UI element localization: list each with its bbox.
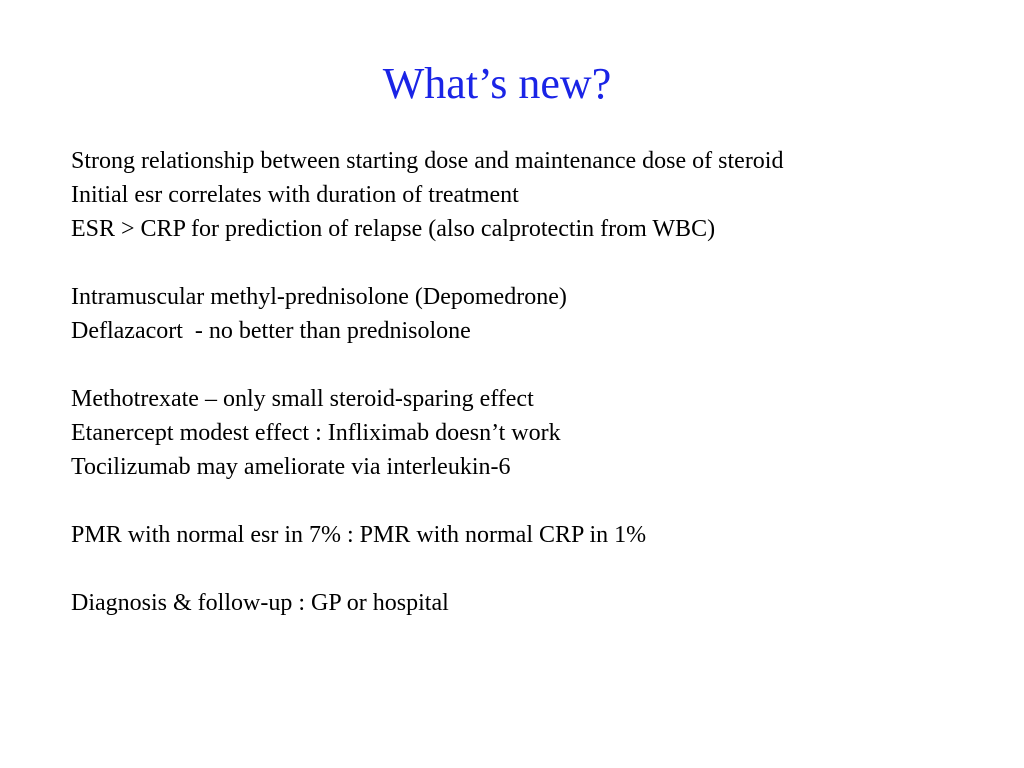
body-spacer bbox=[71, 246, 991, 280]
body-line-methotrexate: Methotrexate – only small steroid-sparing effect bbox=[71, 386, 534, 412]
body-spacer bbox=[71, 552, 991, 586]
body-line-etanercept: Etanercept modest effect : Infliximab doesn’t work bbox=[71, 420, 561, 446]
body-line-deflazacort: Deflazacort - no better than prednisolone bbox=[71, 318, 471, 344]
body-line-diagnosis: Diagnosis & follow-up : GP or hospital bbox=[71, 590, 449, 616]
body-line-tocilizumab: Tocilizumab may ameliorate via interleukin-6 bbox=[71, 454, 511, 480]
body-line-esr-crp: ESR > CRP for prediction of relapse (also calprotectin from WBC) bbox=[71, 216, 716, 242]
body-line-steroid-dose: Strong relationship between starting dose and maintenance dose of steroid bbox=[71, 148, 784, 174]
slide-body bbox=[71, 144, 991, 620]
body-spacer bbox=[71, 348, 991, 382]
slide-title: What’s new? bbox=[382, 59, 612, 108]
body-line-esr-duration: Initial esr correlates with duration of treatment bbox=[71, 182, 519, 208]
body-line-depomedrone: Intramuscular methyl-prednisolone (Depomedrone) bbox=[71, 284, 567, 310]
body-line-pmr-normal: PMR with normal esr in 7% : PMR with normal CRP in 1% bbox=[71, 522, 647, 548]
body-spacer bbox=[71, 484, 991, 518]
